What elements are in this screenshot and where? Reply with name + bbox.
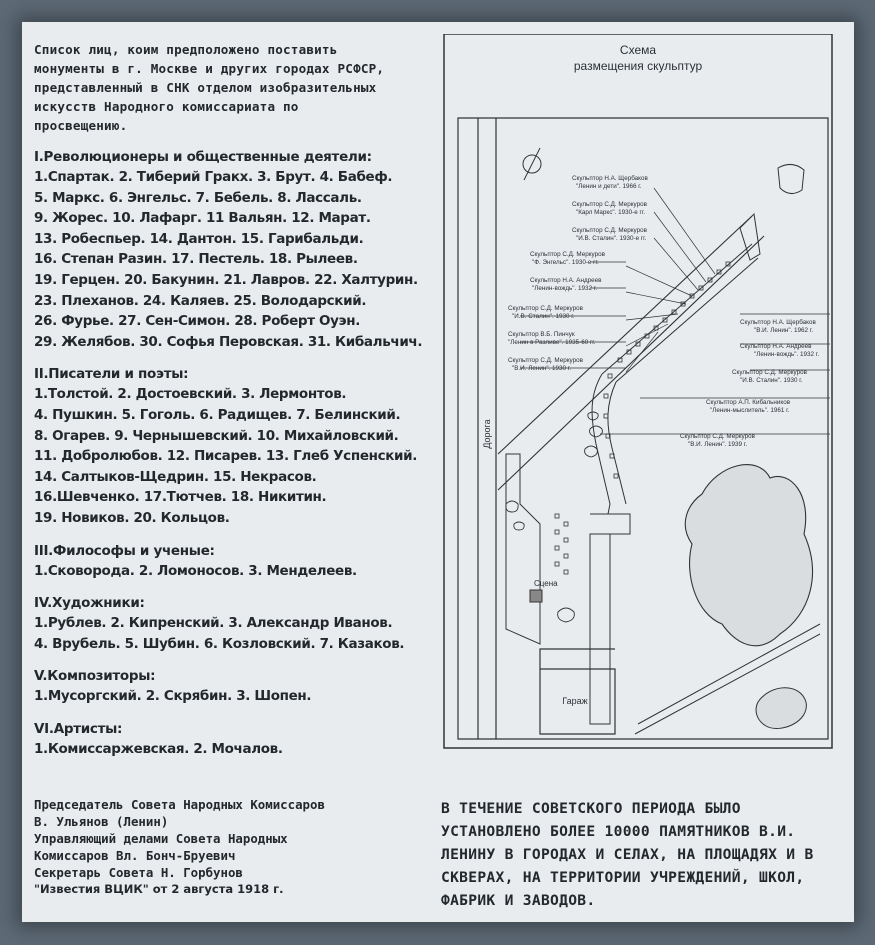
source-citation: "Известия ВЦИК" от 2 августа 1918 г. xyxy=(34,882,284,896)
garage-building xyxy=(540,649,615,734)
map-frame xyxy=(444,34,832,748)
list-line: 8. Огарев. 9. Чернышевский. 10. Михайловский. xyxy=(34,427,399,444)
list-line: 9. Жорес. 10. Лафарг. 11 Вальян. 12. Марат. xyxy=(34,210,371,227)
list-line: 1.Мусоргский. 2. Скрябин. 3. Шопен. xyxy=(34,688,312,705)
map-svg xyxy=(440,34,840,764)
list-line: 16.Шевченко. 17.Тютчев. 18. Никитин. xyxy=(34,489,327,506)
pond-small xyxy=(778,164,804,193)
section-revolutionaries xyxy=(34,148,434,352)
section-heading: III.Философы и ученые: xyxy=(34,542,215,559)
list-line: 5. Маркс. 6. Энгельс. 7. Бебель. 8. Лассаль. xyxy=(34,189,362,206)
list-line: 19. Новиков. 20. Кольцов. xyxy=(34,509,230,526)
map-label: "Ленин и дети". 1966 г. xyxy=(576,183,642,190)
monuments-list xyxy=(34,40,434,759)
list-line: 1.Толстой. 2. Достоевский. 3. Лермонтов. xyxy=(34,386,347,403)
map-label: "Ленин-вождь". 1932 г. xyxy=(754,351,820,358)
map-label: "В.И. Ленин". 1962 г. xyxy=(754,327,814,334)
map-subtitle: размещения скульптур xyxy=(573,59,703,73)
stage-label: Сцена xyxy=(534,579,558,588)
section-composers xyxy=(34,667,434,707)
map-label: "В.И. Ленин". 1930 г. xyxy=(512,365,572,372)
map-label: Скульптор С.Д. Меркуров xyxy=(572,227,647,234)
compass-icon xyxy=(523,148,541,180)
signature-block xyxy=(34,796,434,898)
garage-road-cap xyxy=(590,514,630,534)
section-writers xyxy=(34,365,434,528)
map-label: Скульптор С.Д. Меркуров xyxy=(732,369,807,376)
map-label: Скульптор Н.А. Андреев xyxy=(740,343,812,350)
list-line: 16. Степан Разин. 17. Пестель. 18. Рылеев. xyxy=(34,251,358,268)
map-labels-right xyxy=(680,318,819,448)
big-pond xyxy=(685,465,812,646)
building-top-right xyxy=(740,214,760,260)
map-label: Скульптор С.Д. Меркуров xyxy=(508,357,583,364)
map-label: Скульптор Н.А. Щербаков xyxy=(572,175,648,182)
list-line: 1.Спартак. 2. Тиберий Гракх. 3. Брут. 4. Бабеф. xyxy=(34,169,393,185)
stage-marker xyxy=(530,590,542,602)
list-line: 29. Желябов. 30. Софья Перовская. 31. Кибальчич. xyxy=(34,333,423,350)
list-line: 1.Рублев. 2. Кипренский. 3. Александр Иванов. xyxy=(34,615,393,632)
map-label: "Карл Маркс". 1930-е гг. xyxy=(576,209,646,216)
map-label: "И.В. Сталин". 1930-е гг. xyxy=(576,235,647,242)
map-label: Скульптор С.Д. Меркуров xyxy=(530,251,605,258)
map-title: Схема xyxy=(619,43,657,57)
map-label: Скульптор А.П. Кибальников xyxy=(706,399,791,406)
map-label: "Ленин в Разливе". 1935-60 гг. xyxy=(508,339,596,346)
list-line: 4. Врубель. 5. Шубин. 6. Козловский. 7. Казаков. xyxy=(34,635,405,652)
signature-line: Секретарь Совета Н. Горбунов xyxy=(34,865,243,880)
intro-heading: Список лиц, коим предположено поставить монументы в г. Москве и других городах РСФСР, представленный в СНК отделом изобразительных искусств Народного комиссариата по просвещению. xyxy=(34,42,385,133)
list-line: 23. Плеханов. 24. Каляев. 25. Володарский. xyxy=(34,292,367,309)
list-line: 4. Пушкин. 5. Гоголь. 6. Радищев. 7. Белинский. xyxy=(34,406,401,423)
map-label: Скульптор С.Д. Меркуров xyxy=(680,433,755,440)
signature-line: В. Ульянов (Ленин) xyxy=(34,814,169,829)
map-label: "Ленин-вождь". 1932 г. xyxy=(532,285,598,292)
section-heading: VI.Артисты: xyxy=(34,720,123,737)
section-philosophers xyxy=(34,542,434,582)
map-label: Скульптор С.Д. Меркуров xyxy=(572,201,647,208)
section-heading: II.Писатели и поэты: xyxy=(34,366,189,383)
map-label: "Ф. Энгельс". 1930-е гг. xyxy=(532,259,599,266)
list-line: 13. Робеспьер. 14. Дантон. 15. Гарибальди. xyxy=(34,230,364,247)
list-line: 1.Комиссаржевская. 2. Мочалов. xyxy=(34,740,283,757)
list-line: 11. Добролюбов. 12. Писарев. 13. Глеб Успенский. xyxy=(34,448,418,465)
section-heading: IV.Художники: xyxy=(34,595,145,612)
garage-road xyxy=(590,534,610,724)
shrubs xyxy=(506,412,603,622)
sculpture-map xyxy=(440,34,840,768)
list-line: 1.Сковорода. 2. Ломоносов. 3. Менделеев. xyxy=(34,562,357,579)
signature-line: Комиссаров Вл. Бонч-Бруевич xyxy=(34,848,236,863)
garage-label: Гараж xyxy=(562,696,588,706)
small-pond xyxy=(756,688,806,729)
map-label: "И.В. Сталин". 1930 г. xyxy=(512,313,575,320)
list-line: 14. Салтыков-Щедрин. 15. Некрасов. xyxy=(34,468,317,485)
map-label: Скульптор С.Д. Меркуров xyxy=(508,305,583,312)
section-artists xyxy=(34,594,434,654)
map-label: "Ленин-мыслитель". 1961 г. xyxy=(710,407,790,414)
lower-path xyxy=(506,454,540,644)
signature-line: Управляющий делами Совета Народных xyxy=(34,831,288,846)
section-heading: V.Композиторы: xyxy=(34,668,156,685)
section-actors xyxy=(34,720,434,760)
map-label: Скульптор В.Б. Пинчук xyxy=(508,331,575,338)
section-heading: I.Революционеры и общественные деятели: xyxy=(34,149,372,165)
info-board xyxy=(22,22,854,922)
map-label: Скульптор Н.А. Щербаков xyxy=(740,319,816,326)
map-labels-left xyxy=(508,174,649,372)
map-label: "И.В. Сталин". 1930 г. xyxy=(740,377,803,384)
map-label: "В.И. Ленин". 1939 г. xyxy=(688,441,748,448)
signature-line: Председатель Совета Народных Комиссаров xyxy=(34,797,325,812)
list-line: 26. Фурье. 27. Сен-Симон. 28. Роберт Оуэн. xyxy=(34,313,361,330)
road-label: Дорога xyxy=(482,419,492,449)
map-label: Скульптор Н.А. Андреев xyxy=(530,277,602,284)
lenin-monuments-note: В ТЕЧЕНИЕ СОВЕТСКОГО ПЕРИОДА БЫЛО УСТАНОВЛЕНО БОЛЕЕ 10000 ПАМЯТНИКОВ В.И. ЛЕНИНУ В ГОРОДАХ И СЕЛАХ, НА ПЛОЩАДЯХ И В СКВЕРАХ, НА ТЕРРИТОРИИ УЧРЕЖДЕНИЙ, ШКОЛ, ФАБРИК И ЗАВОДОВ. xyxy=(441,800,814,909)
list-line: 19. Герцен. 20. Бакунин. 21. Лавров. 22. Халтурин. xyxy=(34,271,418,288)
